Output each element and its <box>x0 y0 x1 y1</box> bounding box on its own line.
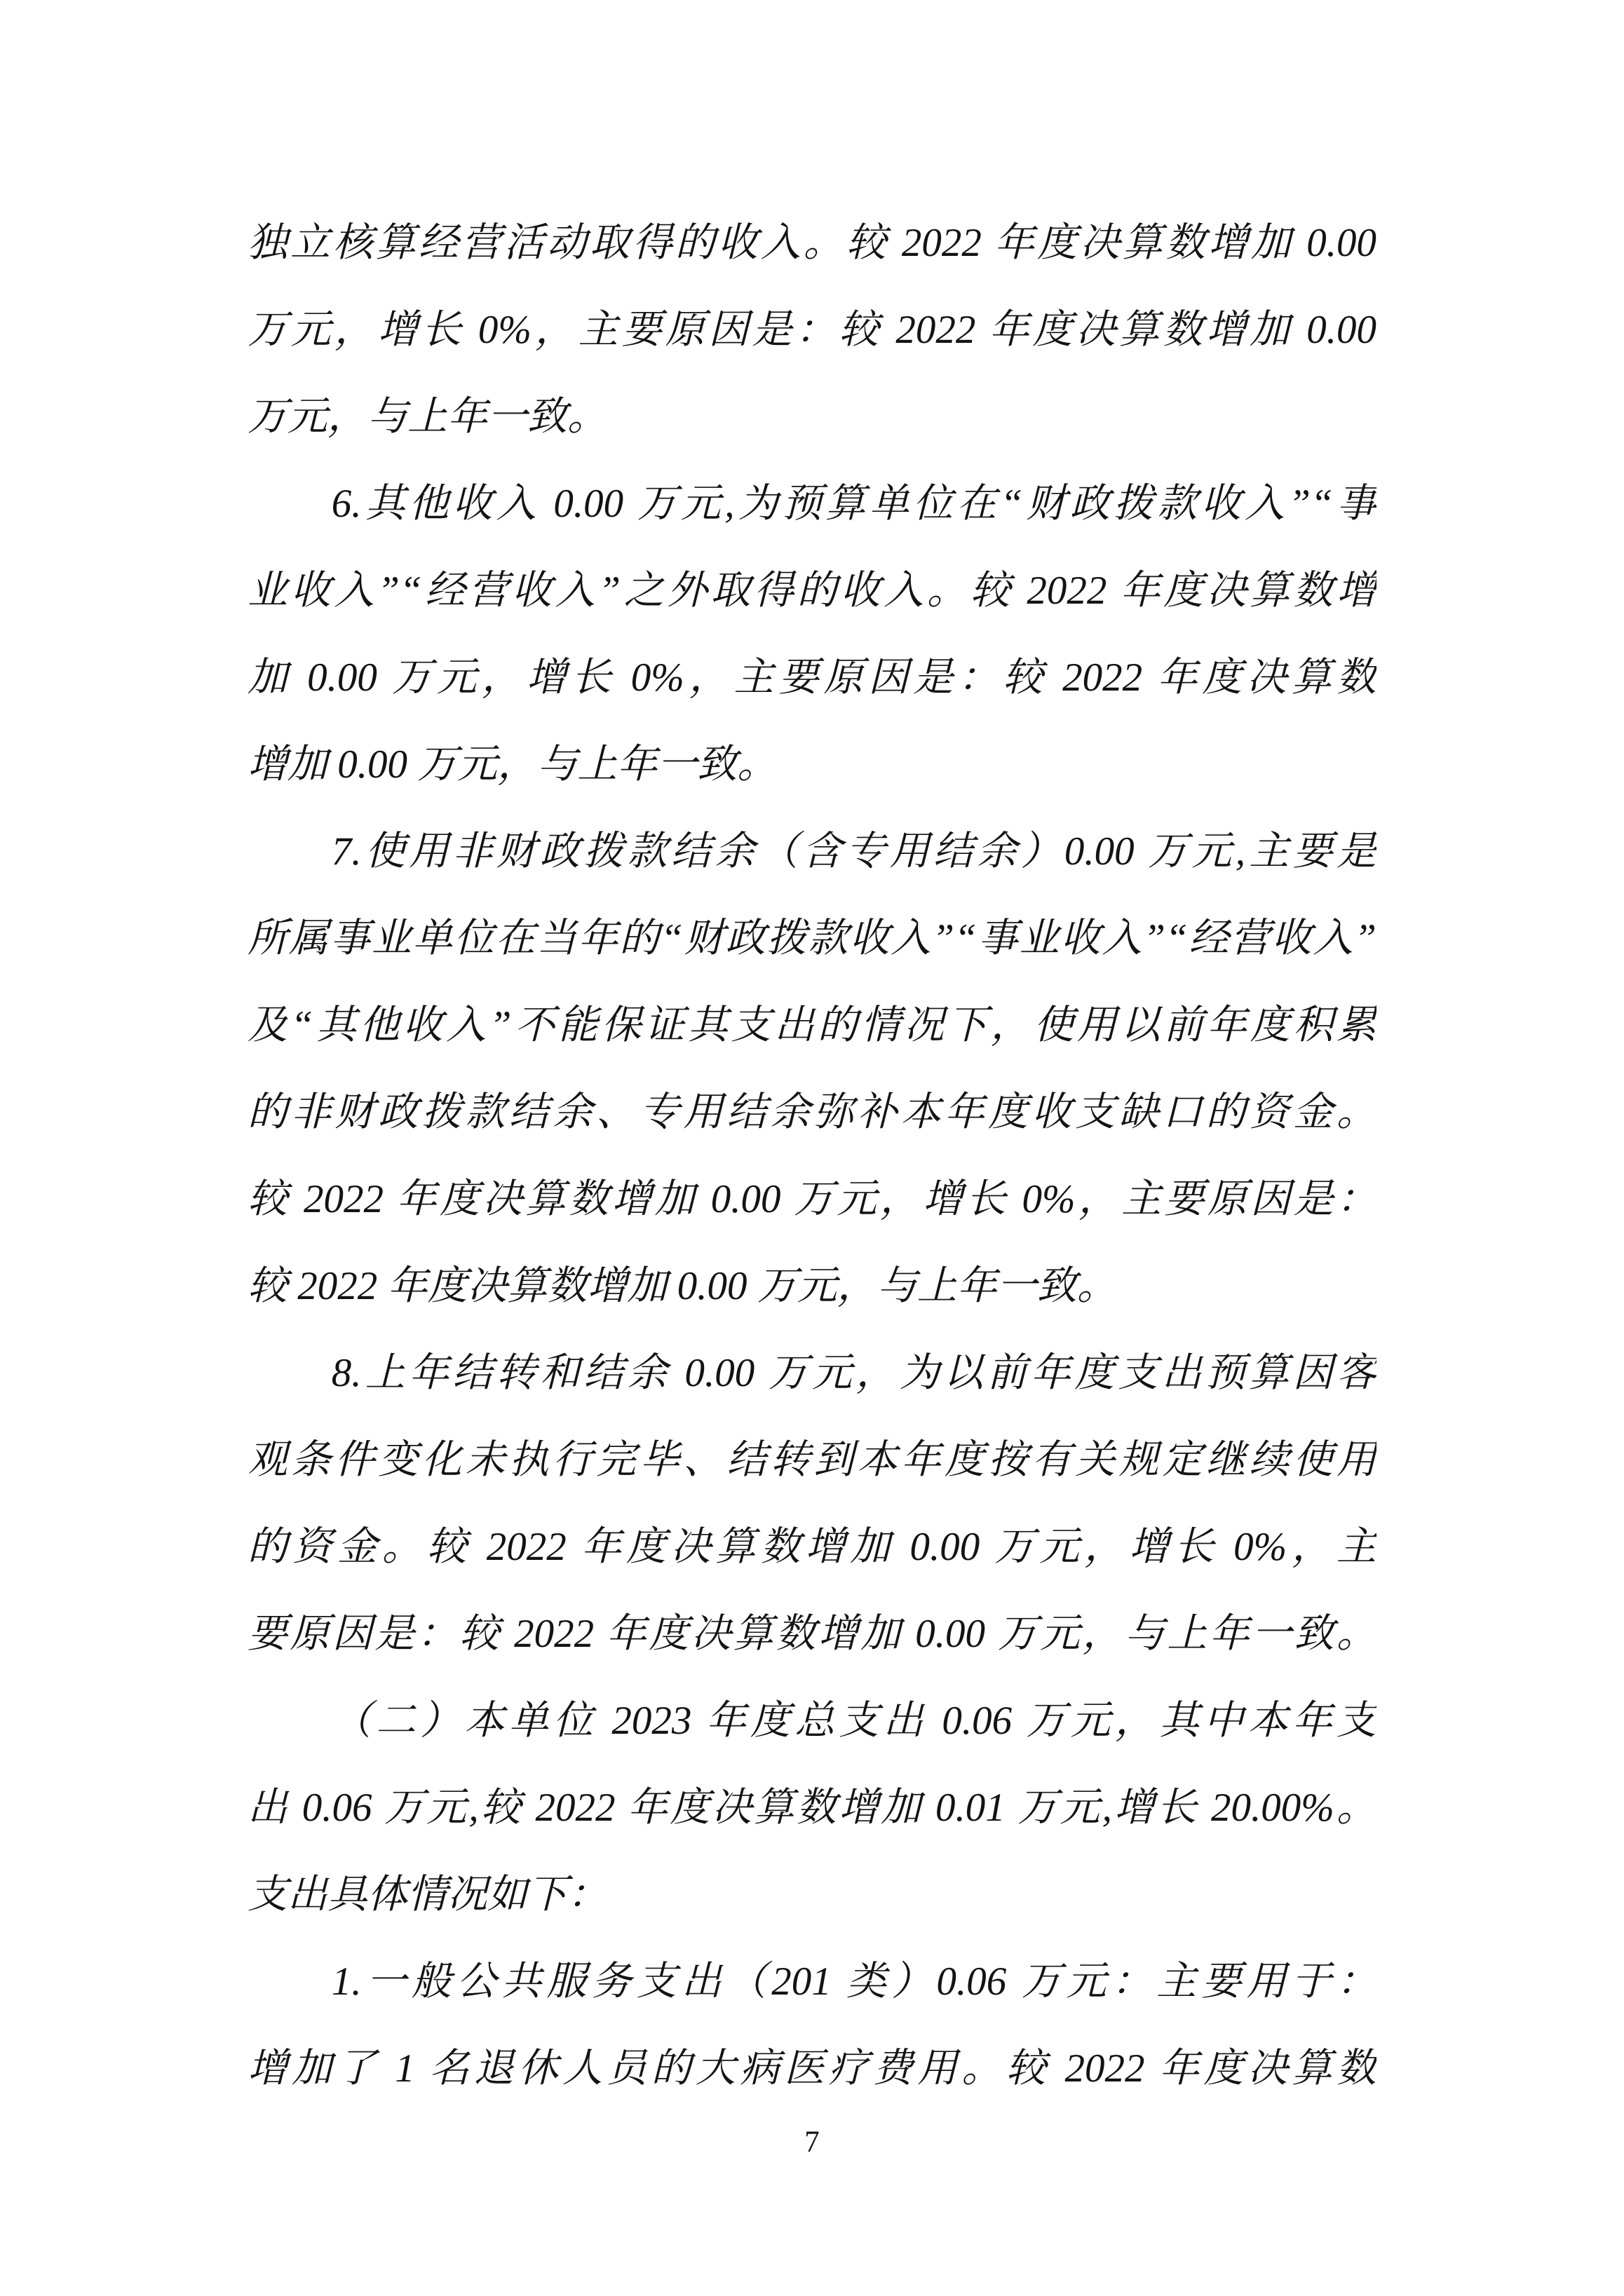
text-line: 的资金。较 2022 年度决算数增加 0.00 万元，增长 0%，主 <box>248 1525 1376 1569</box>
text-line: 加 0.00 万元，增长 0%，主要原因是：较 2022 年度决算数 <box>248 655 1376 700</box>
text-line: 所属事业单位在当年的“财政拨款收入”“事业收入”“经营收入” <box>248 916 1376 960</box>
text-line: 增加了 1 名退休人员的大病医疗费用。较 2022 年度决算数 <box>248 2046 1376 2091</box>
text-line: 出 0.06 万元,较 2022 年度决算数增加 0.01 万元,增长 20.00%。 <box>248 1786 1376 1830</box>
text-line: 及“其他收入”不能保证其支出的情况下，使用以前年度积累 <box>248 1003 1376 1047</box>
page-text <box>248 200 1376 2112</box>
text-line: 6.其他收入 0.00 万元,为预算单位在“财政拨款收入”“事 <box>331 482 1376 526</box>
text-line: 万元，与上年一致。 <box>248 395 607 439</box>
text-line: 1.一般公共服务支出（201 类）0.06 万元：主要用于： <box>331 1959 1376 2004</box>
text-line: 独立核算经营活动取得的收入。较 2022 年度决算数增加 0.00 <box>248 221 1376 265</box>
text-line: 7.使用非财政拨款结余（含专用结余）0.00 万元,主要是 <box>331 829 1376 874</box>
text-line: 8.上年结转和结余 0.00 万元，为以前年度支出预算因客 <box>331 1351 1376 1395</box>
text-line: 业收入”“经营收入”之外取得的收入。较 2022 年度决算数增 <box>248 569 1376 613</box>
text-line: 观条件变化未执行完毕、结转到本年度按有关规定继续使用 <box>248 1438 1376 1482</box>
text-line: 的非财政拨款结余、专用结余弥补本年度收支缺口的资金。 <box>248 1090 1376 1134</box>
text-line: 较 2022 年度决算数增加 0.00 万元，与上年一致。 <box>248 1264 1117 1308</box>
page-number: 7 <box>804 2126 820 2159</box>
text-line: 支出具体情况如下： <box>248 1873 607 1917</box>
text-line: 要原因是：较 2022 年度决算数增加 0.00 万元，与上年一致。 <box>248 1612 1376 1656</box>
text-line: （二）本单位 2023 年度总支出 0.06 万元，其中本年支 <box>331 1699 1376 1743</box>
text-line: 增加 0.00 万元，与上年一致。 <box>248 742 778 787</box>
text-line: 万元，增长 0%，主要原因是：较 2022 年度决算数增加 0.00 <box>248 308 1376 352</box>
text-line: 较 2022 年度决算数增加 0.00 万元，增长 0%，主要原因是： <box>248 1177 1376 1221</box>
